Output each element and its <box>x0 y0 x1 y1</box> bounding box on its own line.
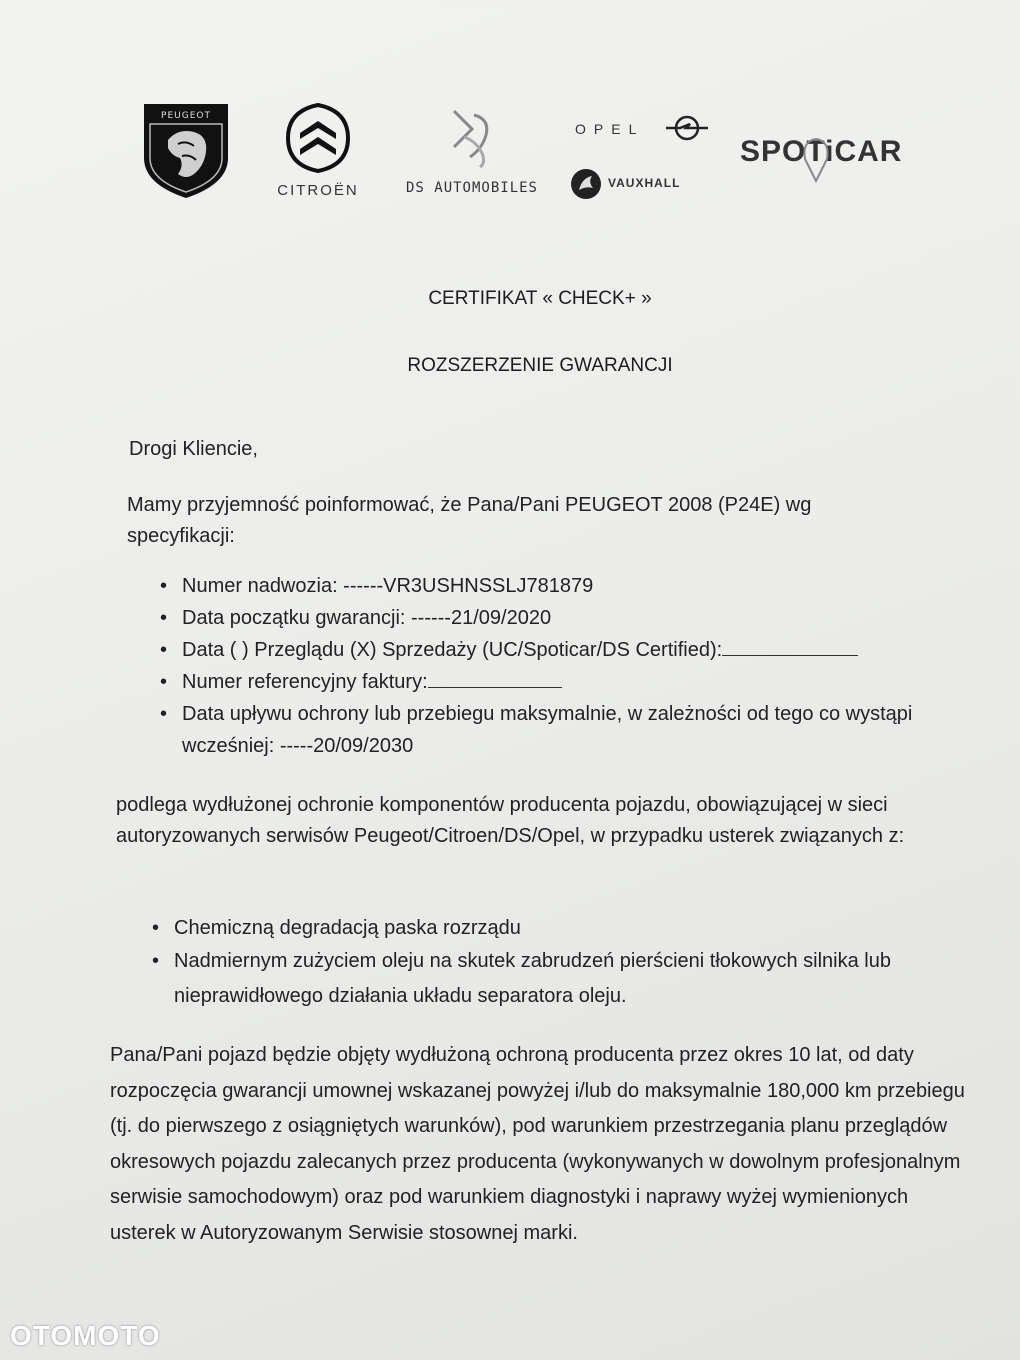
spec-vin: Numer nadwozia: ------VR3USHNSSLJ781879 <box>182 575 594 597</box>
spoticar-wordmark: SPOTiCAR <box>740 135 903 168</box>
greeting: Drogi Kliencie, <box>129 438 258 460</box>
sale-date-blank-line <box>722 637 858 656</box>
ds-emblem-icon <box>442 107 502 169</box>
component-list <box>152 912 932 1014</box>
citroen-wordmark: CITROËN <box>277 182 359 199</box>
list-item <box>152 944 932 1014</box>
list-item <box>160 698 940 762</box>
spoticar-logo <box>740 135 940 195</box>
list-item <box>160 602 940 634</box>
location-pin-icon <box>802 137 830 183</box>
spec-sale-date: Data ( ) Przeglądu (X) Sprzedaży (UC/Spoticar/DS Certified): <box>182 639 723 661</box>
certificate-title: CERTIFIKAT « CHECK+ » <box>428 288 652 309</box>
component-oil-consumption: Nadmiernym zużyciem oleju na skutek zabrudzeń pierścieni tłokowych silnika lub nieprawidłowego działania układu separatora oleju. <box>174 950 891 1007</box>
ds-automobiles-logo <box>402 107 542 207</box>
peugeot-wordmark: PEUGEOT <box>161 111 211 121</box>
list-item <box>160 666 940 698</box>
spec-invoice-ref: Numer referencyjny faktury: <box>182 671 428 693</box>
vehicle-spec-list <box>160 570 940 762</box>
certificate-subtitle: ROZSZERZENIE GWARANCJI <box>407 355 673 376</box>
peugeot-logo <box>138 100 234 200</box>
component-timing-belt: Chemiczną degradacją paska rozrządu <box>174 917 521 939</box>
brand-logos <box>130 95 950 215</box>
coverage-paragraph: podlega wydłużonej ochronie komponentów producenta pojazdu, obowiązującej w sieci autoryzowanych serwisów Peugeot/Citroen/DS/Opel, w przypadku usterek związanych z: <box>116 794 905 847</box>
list-item <box>152 912 932 944</box>
opel-vauxhall-logo <box>570 113 710 203</box>
opel-wordmark: OPEL <box>575 121 645 137</box>
vauxhall-griffin-icon <box>570 168 602 200</box>
citroen-logo <box>268 103 368 203</box>
vauxhall-logo <box>570 168 710 208</box>
spec-warranty-start: Data początku gwarancji: ------21/09/2020 <box>182 607 552 629</box>
intro-paragraph: Mamy przyjemność poinformować, że Pana/Pani PEUGEOT 2008 (P24E) wg specyfikacji: <box>127 494 812 547</box>
otomoto-watermark: OTOMOTO <box>10 1320 161 1351</box>
vauxhall-wordmark: VAUXHALL <box>608 176 681 190</box>
invoice-ref-blank-line <box>428 669 562 688</box>
list-item <box>160 634 940 666</box>
terms-paragraph: Pana/Pani pojazd będzie objęty wydłużoną ochroną producenta przez okres 10 lat, od daty rozpoczęcia gwarancji umownej wskazanej powyżej i/lub do maksymalnie 180,000 km przebiegu (tj. do pierwszego z osiągniętych warunków), pod warunkiem przestrzegania planu przeglądów okresowych pojazdu zalecanych przez producenta (wykonywanych w dowolnym profesjonalnym serwisie samochodowym) oraz pod warunkiem diagnostyki i naprawy wyżej wymienionych usterek w Autoryzowanym Serwisie stosownej marki. <box>110 1044 965 1244</box>
citroen-chevron-icon <box>286 103 350 173</box>
ds-wordmark: DS AUTOMOBILES <box>405 180 538 196</box>
opel-blitz-icon <box>666 113 708 143</box>
spec-expiry: Data upływu ochrony lub przebiegu maksymalnie, w zależności od tego co wystąpi wcześniej: -----20/09/2030 <box>182 703 913 757</box>
list-item <box>160 570 940 602</box>
